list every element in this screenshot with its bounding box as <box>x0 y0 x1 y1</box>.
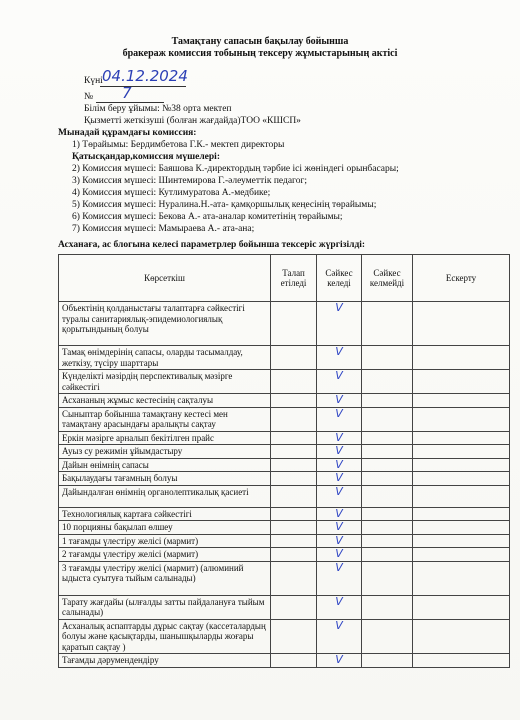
required-cell <box>271 458 317 472</box>
required-cell <box>271 346 317 370</box>
compliant-cell <box>317 346 362 370</box>
indicator-cell: 1 тағамды үлестіру желісі (мармит) <box>59 534 271 548</box>
noncompliant-cell <box>362 548 413 562</box>
noncompliant-cell <box>362 302 413 346</box>
noncompliant-cell <box>362 346 413 370</box>
noncompliant-cell <box>362 458 413 472</box>
table-row <box>59 521 510 535</box>
table-row <box>59 407 510 431</box>
compliant-cell <box>317 595 362 619</box>
required-cell <box>271 595 317 619</box>
compliant-cell <box>317 394 362 408</box>
table-row <box>59 302 510 346</box>
table-row <box>59 370 510 394</box>
compliant-cell <box>317 407 362 431</box>
indicator-cell: Асханалық аспаптарды дұрыс сақтау (кассеталардың болуы және қасықтарды, шанышқыларды жоғары қаратып сақтау ) <box>59 619 271 654</box>
number-handwritten: 7 <box>122 84 132 102</box>
inspection-table <box>58 254 510 668</box>
check-mark: V <box>335 619 343 632</box>
required-cell <box>271 521 317 535</box>
inspection-heading: Асханаға, ас блогына келесі параметрлер бойынша тексеріс жүргізілді: <box>58 240 366 250</box>
check-mark: V <box>335 561 343 574</box>
required-cell <box>271 407 317 431</box>
required-cell <box>271 370 317 394</box>
required-cell <box>271 445 317 459</box>
commission-chair: 1) Төрайымы: Бердимбетова Г.К.- мектеп директоры <box>72 140 285 150</box>
note-cell <box>413 595 510 619</box>
compliant-cell <box>317 619 362 654</box>
organization-line: Білім беру ұйымы: №38 орта мектеп <box>84 104 232 114</box>
required-cell <box>271 485 317 507</box>
note-cell <box>413 407 510 431</box>
table-row <box>59 561 510 595</box>
required-cell <box>271 561 317 595</box>
check-mark: V <box>335 431 343 444</box>
noncompliant-cell <box>362 472 413 486</box>
indicator-cell: 2 тағамды үлестіру желісі (мармит) <box>59 548 271 562</box>
table-row <box>59 534 510 548</box>
noncompliant-cell <box>362 407 413 431</box>
commission-heading: Мынадай құрамдағы комиссия: <box>58 128 197 138</box>
note-cell <box>413 534 510 548</box>
table-row <box>59 548 510 562</box>
required-cell <box>271 302 317 346</box>
indicator-cell: Сыныптар бойынша тамақтану кестесі мен тамақтану арасындағы аралықты сақтау <box>59 407 271 431</box>
compliant-cell <box>317 302 362 346</box>
table-header-row <box>59 255 510 302</box>
check-mark: V <box>335 369 343 382</box>
document-title-line1: Тамақтану сапасын бақылау бойынша <box>171 36 349 47</box>
note-cell <box>413 561 510 595</box>
date-handwritten: 04.12.2024 <box>102 67 188 85</box>
note-cell <box>413 654 510 668</box>
compliant-cell <box>317 431 362 445</box>
table-row <box>59 507 510 521</box>
required-cell <box>271 548 317 562</box>
required-cell <box>271 394 317 408</box>
note-cell <box>413 548 510 562</box>
member-item: 6) Комиссия мүшесі: Бекова А.- ата-аналар комитетінің төрайымы; <box>72 212 343 222</box>
check-mark: V <box>335 458 343 471</box>
noncompliant-cell <box>362 370 413 394</box>
table-row <box>59 654 510 668</box>
compliant-cell <box>317 521 362 535</box>
indicator-cell: Еркін мәзірге арналып бекітілген прайс <box>59 431 271 445</box>
noncompliant-cell <box>362 445 413 459</box>
check-mark: V <box>335 507 343 520</box>
noncompliant-cell <box>362 507 413 521</box>
noncompliant-cell <box>362 595 413 619</box>
column-header-indicator: Көрсеткіш <box>59 255 271 302</box>
compliant-cell <box>317 370 362 394</box>
noncompliant-cell <box>362 431 413 445</box>
compliant-cell <box>317 458 362 472</box>
compliant-cell <box>317 534 362 548</box>
number-label: № <box>84 92 94 102</box>
indicator-cell: Тамақ өнімдерінің сапасы, оларды тасымалдау, жеткізу, түсіру шарттары <box>59 346 271 370</box>
indicator-cell: Технологиялық картаға сәйкестігі <box>59 507 271 521</box>
indicator-cell: Ауыз су режимін ұйымдастыру <box>59 445 271 459</box>
table-row <box>59 394 510 408</box>
noncompliant-cell <box>362 654 413 668</box>
number-underline <box>96 102 164 103</box>
noncompliant-cell <box>362 561 413 595</box>
compliant-cell <box>317 654 362 668</box>
note-cell <box>413 619 510 654</box>
compliant-cell <box>317 485 362 507</box>
check-mark: V <box>335 393 343 406</box>
check-mark: V <box>335 547 343 560</box>
members-heading: Қатысқандар,комиссия мүшелері: <box>72 152 220 162</box>
indicator-cell: Күнделікті мәзірдің перспективалық мәзірге сәйкестігі <box>59 370 271 394</box>
required-cell <box>271 472 317 486</box>
note-cell <box>413 431 510 445</box>
required-cell <box>271 507 317 521</box>
note-cell <box>413 507 510 521</box>
date-underline <box>100 86 186 87</box>
member-item: 3) Комиссия мүшесі: Шинтемирова Г.-әлеуметтік педагог; <box>72 176 307 186</box>
check-mark: V <box>335 471 343 484</box>
member-item: 7) Комиссия мүшесі: Мамыраева А.- ата-ана; <box>72 224 255 234</box>
table-row <box>59 445 510 459</box>
indicator-cell: Объектінің қолданыстағы талаптарға сәйкестігі туралы санитариялық-эпидемиологиялық қорытындының болуы <box>59 302 271 346</box>
column-header-note: Ескерту <box>413 255 510 302</box>
table-row <box>59 346 510 370</box>
check-mark: V <box>335 520 343 533</box>
compliant-cell <box>317 561 362 595</box>
check-mark: V <box>335 444 343 457</box>
indicator-cell: Асхананың жұмыс кестесінің сақталуы <box>59 394 271 408</box>
indicator-cell: Дайын өнімнің сапасы <box>59 458 271 472</box>
compliant-cell <box>317 445 362 459</box>
note-cell <box>413 445 510 459</box>
required-cell <box>271 431 317 445</box>
table-row <box>59 458 510 472</box>
member-item: 5) Комиссия мүшесі: Нуралина.Н.-ата- қамқоршылық кеңесінің төрайымы; <box>72 200 377 210</box>
compliant-cell <box>317 472 362 486</box>
table-row <box>59 485 510 507</box>
indicator-cell: Бақылаудағы тағамның болуы <box>59 472 271 486</box>
note-cell <box>413 370 510 394</box>
member-item: 4) Комиссия мүшесі: Кутлимуратова А.-медбике; <box>72 188 271 198</box>
noncompliant-cell <box>362 485 413 507</box>
check-mark: V <box>335 595 343 608</box>
indicator-cell: 10 порцияны бақылап өлшеу <box>59 521 271 535</box>
indicator-cell: 3 тағамды үлестіру желісі (мармит) (алюминий ыдыста суытуға тыйым салынады) <box>59 561 271 595</box>
note-cell <box>413 485 510 507</box>
required-cell <box>271 619 317 654</box>
member-item: 2) Комиссия мүшесі: Баяшова К.-директордың тәрбие ісі жөніндегі орынбасары; <box>72 164 399 174</box>
check-mark: V <box>335 407 343 420</box>
note-cell <box>413 472 510 486</box>
table-row <box>59 619 510 654</box>
indicator-cell: Тағамды дәрумендендіру <box>59 654 271 668</box>
column-header-noncompliant: Сәйкес келмейді <box>362 255 413 302</box>
table-row <box>59 431 510 445</box>
check-mark: V <box>335 301 343 314</box>
document-title-line2: бракераж комиссия тобының тексеру жұмыстарының актісі <box>122 48 398 59</box>
column-header-compliant: Сәйкес келеді <box>317 255 362 302</box>
note-cell <box>413 302 510 346</box>
check-mark: V <box>335 345 343 358</box>
indicator-cell: Дайындалған өнімнің органолептикалық қасиеті <box>59 485 271 507</box>
indicator-cell: Тарату жағдайы (ылғалды затты пайдалануға тыйым салынады) <box>59 595 271 619</box>
noncompliant-cell <box>362 619 413 654</box>
note-cell <box>413 458 510 472</box>
table-row <box>59 595 510 619</box>
date-label: Күні <box>84 76 103 86</box>
check-mark: V <box>335 653 343 666</box>
check-mark: V <box>335 485 343 498</box>
check-mark: V <box>335 534 343 547</box>
compliant-cell <box>317 507 362 521</box>
note-cell <box>413 521 510 535</box>
noncompliant-cell <box>362 394 413 408</box>
compliant-cell <box>317 548 362 562</box>
column-header-required: Талап етіледі <box>271 255 317 302</box>
note-cell <box>413 394 510 408</box>
required-cell <box>271 534 317 548</box>
required-cell <box>271 654 317 668</box>
table-row <box>59 472 510 486</box>
supplier-line: Қызметті жеткізуші (болған жағдайда)ТОО «КШСП» <box>84 116 301 126</box>
noncompliant-cell <box>362 521 413 535</box>
noncompliant-cell <box>362 534 413 548</box>
note-cell <box>413 346 510 370</box>
